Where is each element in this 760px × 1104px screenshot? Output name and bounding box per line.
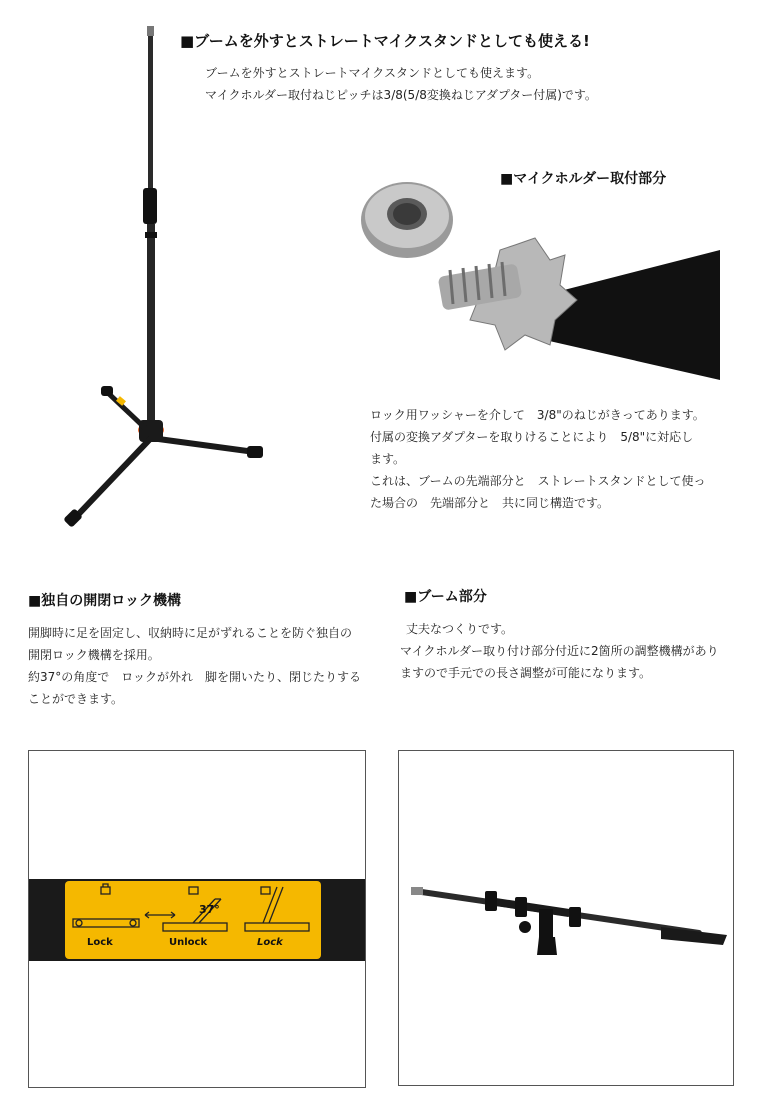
unlock-label: Unlock xyxy=(169,937,208,948)
lock-mechanism-text xyxy=(28,622,361,710)
mic-stand-image xyxy=(55,20,275,540)
text-line: た場合の 先端部分と 共に同じ構造です。 xyxy=(370,496,610,510)
text-line: ますので手元での長さ調整が可能になります。 xyxy=(400,666,652,680)
text-line: ブームを外すとストレートマイクスタンドとしても使えます。 xyxy=(205,66,540,80)
lock-label-right: Lock xyxy=(257,937,283,948)
lock-label-left: Lock xyxy=(87,937,113,948)
heading-mic-holder: ■マイクホルダー取付部分 xyxy=(500,171,667,187)
heading-lock-mechanism: ■独自の開閉ロック機構 xyxy=(28,593,181,609)
text-line: ロック用ワッシャーを介して 3/8"のねじがきってあります。 xyxy=(370,408,705,422)
mic-holder-image xyxy=(355,170,735,390)
lock-label-photo-frame xyxy=(28,750,366,1088)
heading-boom: ■ブーム部分 xyxy=(404,589,487,605)
angle-label: 37° xyxy=(199,903,220,916)
text-line: マイクホルダー取付ねじピッチは3/8(5/8変換ねじアダプター付属)です。 xyxy=(205,88,597,102)
text-line: 丈夫なつくりです。 xyxy=(406,622,514,636)
boom-photo-frame xyxy=(398,750,734,1086)
text-line: 付属の変換アダプターを取りけることにより 5/8"に対応し xyxy=(370,430,694,444)
text-line: マイクホルダー取り付け部分付近に2箇所の調整機構があり xyxy=(400,644,719,658)
text-line: ます。 xyxy=(370,452,406,466)
text-line: これは、ブームの先端部分と ストレートスタンドとして使っ xyxy=(370,474,706,488)
boom-text xyxy=(400,618,719,684)
mic-holder-text xyxy=(370,404,706,514)
text-line: 開閉ロック機構を採用。 xyxy=(28,648,160,662)
lock-label-sticker xyxy=(65,881,321,959)
heading-straight-stand: ■ブームを外すとストレートマイクスタンドとしても使える! xyxy=(180,32,590,50)
text-line: 開脚時に足を固定し、収納時に足がずれることを防ぐ独自の xyxy=(28,626,353,640)
text-line: ことができます。 xyxy=(28,692,124,706)
text-line: 約37°の角度で ロックが外れ 脚を開いたり、閉じたりする xyxy=(28,670,362,684)
